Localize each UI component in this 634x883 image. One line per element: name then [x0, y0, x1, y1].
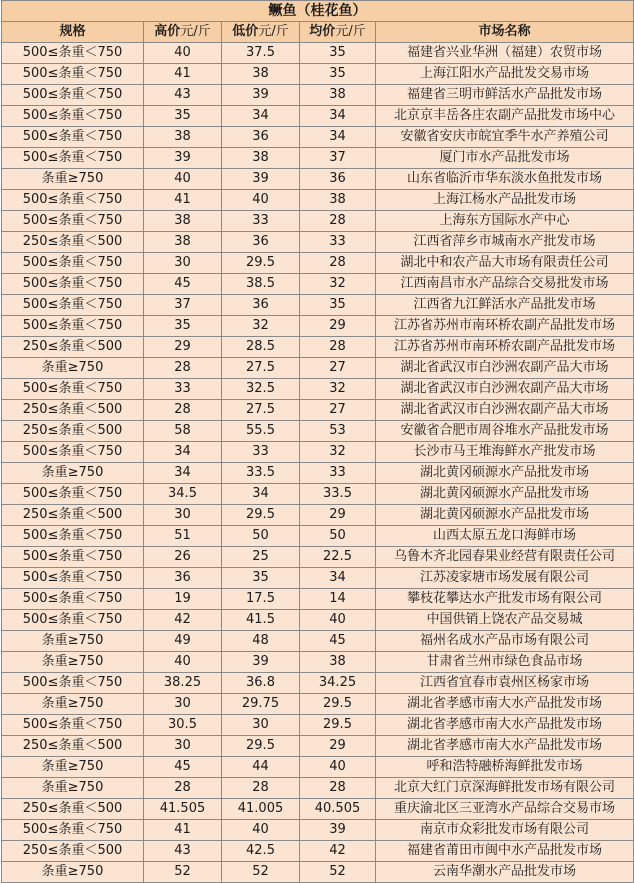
- cell-avg-price: 50: [300, 526, 376, 547]
- cell-low-price: 36: [222, 232, 300, 253]
- cell-low-price: 39: [222, 85, 300, 106]
- cell-market: 江苏凌家塘市场发展有限公司: [376, 568, 634, 589]
- cell-high-price: 38: [144, 127, 222, 148]
- header-avg-unit: 元/斤: [335, 24, 366, 39]
- cell-high-price: 41: [144, 820, 222, 841]
- cell-high-price: 41: [144, 64, 222, 85]
- table-row: [2, 715, 634, 736]
- table-row: [2, 673, 634, 694]
- cell-low-price: 40: [222, 820, 300, 841]
- cell-market: 北京大红门京深海鲜批发市场有限公司: [376, 778, 634, 799]
- cell-market: 山西太原五龙口海鲜市场: [376, 526, 634, 547]
- cell-low-price: 28: [222, 778, 300, 799]
- table-row: [2, 169, 634, 190]
- cell-low-price: 41.005: [222, 799, 300, 820]
- cell-avg-price: 34.25: [300, 673, 376, 694]
- cell-high-price: 38: [144, 211, 222, 232]
- cell-market: 中国供销上饶农产品交易城: [376, 610, 634, 631]
- cell-low-price: 38: [222, 148, 300, 169]
- table-row: [2, 799, 634, 820]
- cell-avg-price: 39: [300, 820, 376, 841]
- cell-high-price: 34: [144, 442, 222, 463]
- cell-avg-price: 27: [300, 400, 376, 421]
- cell-market: 呼和浩特融桥海鲜批发市场: [376, 757, 634, 778]
- table-row: [2, 568, 634, 589]
- table-row: [2, 841, 634, 862]
- cell-high-price: 43: [144, 841, 222, 862]
- table-row: [2, 127, 634, 148]
- cell-avg-price: 35: [300, 295, 376, 316]
- cell-market: 江西南昌市水产品综合交易批发市场: [376, 274, 634, 295]
- cell-market: 江西省九江鲜活水产品批发市场: [376, 295, 634, 316]
- table-row: [2, 232, 634, 253]
- cell-market: 乌鲁木齐北园春果业经营有限责任公司: [376, 547, 634, 568]
- cell-low-price: 37.5: [222, 43, 300, 64]
- header-low-unit: 元/斤: [258, 24, 289, 39]
- header-spec: 规格: [2, 22, 144, 43]
- cell-low-price: 25: [222, 547, 300, 568]
- table-body: [2, 43, 634, 883]
- header-low-price: [222, 22, 300, 43]
- table-row: [2, 316, 634, 337]
- table-row: [2, 862, 634, 883]
- cell-high-price: 34: [144, 463, 222, 484]
- cell-low-price: 50: [222, 526, 300, 547]
- cell-low-price: 30: [222, 715, 300, 736]
- table-row: [2, 337, 634, 358]
- cell-low-price: 38.5: [222, 274, 300, 295]
- cell-spec: 500≤条重＜750: [2, 379, 144, 400]
- cell-high-price: 34.5: [144, 484, 222, 505]
- cell-market: 湖北黄冈硕源水产品批发市场: [376, 463, 634, 484]
- cell-high-price: 58: [144, 421, 222, 442]
- cell-high-price: 45: [144, 757, 222, 778]
- cell-high-price: 45: [144, 274, 222, 295]
- cell-high-price: 28: [144, 400, 222, 421]
- cell-spec: 500≤条重＜750: [2, 253, 144, 274]
- cell-low-price: 36.8: [222, 673, 300, 694]
- cell-avg-price: 29: [300, 316, 376, 337]
- cell-low-price: 41.5: [222, 610, 300, 631]
- table-row: [2, 652, 634, 673]
- header-low-label: 低价: [232, 24, 259, 39]
- cell-avg-price: 28: [300, 778, 376, 799]
- cell-market: 安徽省安庆市皖宜季牛水产养殖公司: [376, 127, 634, 148]
- table-row: [2, 694, 634, 715]
- cell-high-price: 29: [144, 337, 222, 358]
- cell-low-price: 17.5: [222, 589, 300, 610]
- cell-market: 湖北省武汉市白沙洲农副产品大市场: [376, 400, 634, 421]
- table-row: [2, 547, 634, 568]
- cell-low-price: 32: [222, 316, 300, 337]
- cell-high-price: 38: [144, 232, 222, 253]
- table-row: [2, 295, 634, 316]
- cell-market: 厦门市水产品批发市场: [376, 148, 634, 169]
- table-row: [2, 274, 634, 295]
- cell-low-price: 42.5: [222, 841, 300, 862]
- cell-low-price: 36: [222, 295, 300, 316]
- cell-spec: 条重≥750: [2, 694, 144, 715]
- table-row: [2, 484, 634, 505]
- header-avg-label: 均价: [309, 24, 336, 39]
- cell-high-price: 33: [144, 379, 222, 400]
- cell-high-price: 30: [144, 736, 222, 757]
- cell-market: 南京市众彩批发市场有限公司: [376, 820, 634, 841]
- cell-spec: 250≤条重＜500: [2, 421, 144, 442]
- cell-spec: 条重≥750: [2, 169, 144, 190]
- cell-spec: 250≤条重＜500: [2, 400, 144, 421]
- table-title: 鳜鱼（桂花鱼）: [2, 1, 634, 22]
- cell-high-price: 43: [144, 85, 222, 106]
- header-high-price: [144, 22, 222, 43]
- cell-avg-price: 36: [300, 169, 376, 190]
- cell-high-price: 26: [144, 547, 222, 568]
- cell-low-price: 40: [222, 190, 300, 211]
- table-row: [2, 505, 634, 526]
- cell-spec: 500≤条重＜750: [2, 64, 144, 85]
- cell-avg-price: 40: [300, 757, 376, 778]
- cell-spec: 500≤条重＜750: [2, 715, 144, 736]
- cell-avg-price: 35: [300, 43, 376, 64]
- cell-avg-price: 29.5: [300, 715, 376, 736]
- cell-high-price: 41.505: [144, 799, 222, 820]
- cell-high-price: 40: [144, 652, 222, 673]
- cell-spec: 500≤条重＜750: [2, 442, 144, 463]
- table-row: [2, 64, 634, 85]
- cell-spec: 250≤条重＜500: [2, 232, 144, 253]
- cell-spec: 条重≥750: [2, 778, 144, 799]
- cell-avg-price: 33: [300, 463, 376, 484]
- cell-low-price: 55.5: [222, 421, 300, 442]
- table-row: [2, 589, 634, 610]
- cell-low-price: 29.5: [222, 253, 300, 274]
- cell-high-price: 30: [144, 505, 222, 526]
- cell-spec: 500≤条重＜750: [2, 190, 144, 211]
- cell-high-price: 35: [144, 106, 222, 127]
- cell-avg-price: 52: [300, 862, 376, 883]
- title-row: [2, 1, 634, 22]
- table-row: [2, 631, 634, 652]
- cell-spec: 500≤条重＜750: [2, 127, 144, 148]
- cell-avg-price: 35: [300, 64, 376, 85]
- cell-spec: 500≤条重＜750: [2, 526, 144, 547]
- cell-high-price: 40: [144, 169, 222, 190]
- cell-high-price: 37: [144, 295, 222, 316]
- table-row: [2, 778, 634, 799]
- cell-market: 江苏省苏州市南环桥农副产品批发市场: [376, 316, 634, 337]
- cell-market: 江西省宜春市袁州区杨家市场: [376, 673, 634, 694]
- header-avg-price: [300, 22, 376, 43]
- cell-low-price: 27.5: [222, 400, 300, 421]
- cell-spec: 250≤条重＜500: [2, 505, 144, 526]
- table-row: [2, 526, 634, 547]
- cell-market: 安徽省合肥市周谷堆水产品批发市场: [376, 421, 634, 442]
- cell-spec: 250≤条重＜500: [2, 841, 144, 862]
- cell-low-price: 29.75: [222, 694, 300, 715]
- cell-spec: 500≤条重＜750: [2, 211, 144, 232]
- cell-low-price: 48: [222, 631, 300, 652]
- cell-high-price: 51: [144, 526, 222, 547]
- cell-high-price: 19: [144, 589, 222, 610]
- table-row: [2, 421, 634, 442]
- cell-spec: 500≤条重＜750: [2, 295, 144, 316]
- cell-market: 重庆渝北区三亚湾水产品综合交易市场: [376, 799, 634, 820]
- cell-market: 湖北省武汉市白沙洲农副产品大市场: [376, 358, 634, 379]
- table-row: [2, 442, 634, 463]
- cell-low-price: 52: [222, 862, 300, 883]
- cell-spec: 500≤条重＜750: [2, 673, 144, 694]
- cell-low-price: 29.5: [222, 736, 300, 757]
- cell-low-price: 38: [222, 64, 300, 85]
- cell-avg-price: 34: [300, 106, 376, 127]
- cell-spec: 条重≥750: [2, 652, 144, 673]
- cell-avg-price: 32: [300, 379, 376, 400]
- cell-spec: 250≤条重＜500: [2, 736, 144, 757]
- cell-market: 福建省三明市鲜活水产品批发市场: [376, 85, 634, 106]
- cell-spec: 500≤条重＜750: [2, 568, 144, 589]
- cell-high-price: 35: [144, 316, 222, 337]
- cell-avg-price: 38: [300, 652, 376, 673]
- cell-avg-price: 29: [300, 736, 376, 757]
- cell-high-price: 49: [144, 631, 222, 652]
- cell-high-price: 28: [144, 778, 222, 799]
- cell-market: 上海东方国际水产中心: [376, 211, 634, 232]
- cell-low-price: 28.5: [222, 337, 300, 358]
- cell-avg-price: 29: [300, 505, 376, 526]
- table-row: [2, 211, 634, 232]
- cell-high-price: 52: [144, 862, 222, 883]
- cell-high-price: 42: [144, 610, 222, 631]
- cell-avg-price: 28: [300, 337, 376, 358]
- cell-spec: 500≤条重＜750: [2, 589, 144, 610]
- cell-avg-price: 40.505: [300, 799, 376, 820]
- cell-low-price: 33.5: [222, 463, 300, 484]
- cell-market: 江苏省苏州市南环桥农副产品批发市场: [376, 337, 634, 358]
- cell-low-price: 36: [222, 127, 300, 148]
- cell-avg-price: 32: [300, 442, 376, 463]
- cell-low-price: 33: [222, 442, 300, 463]
- cell-avg-price: 38: [300, 85, 376, 106]
- cell-avg-price: 37: [300, 148, 376, 169]
- table-row: [2, 106, 634, 127]
- cell-market: 上海江杨水产品批发市场: [376, 190, 634, 211]
- cell-avg-price: 27: [300, 358, 376, 379]
- cell-low-price: 34: [222, 484, 300, 505]
- cell-high-price: 30: [144, 253, 222, 274]
- table-row: [2, 85, 634, 106]
- cell-market: 上海江阳水产品批发交易市场: [376, 64, 634, 85]
- table-row: [2, 43, 634, 64]
- table-row: [2, 610, 634, 631]
- cell-market: 云南华潮水产品批发市场: [376, 862, 634, 883]
- cell-market: 山东省临沂市华东淡水鱼批发市场: [376, 169, 634, 190]
- cell-market: 湖北黄冈硕源水产品批发市场: [376, 484, 634, 505]
- cell-avg-price: 53: [300, 421, 376, 442]
- header-row: [2, 22, 634, 43]
- table-row: [2, 757, 634, 778]
- cell-market: 湖北省孝感市南大水产品批发市场: [376, 736, 634, 757]
- cell-spec: 500≤条重＜750: [2, 43, 144, 64]
- cell-avg-price: 40: [300, 610, 376, 631]
- cell-spec: 条重≥750: [2, 862, 144, 883]
- cell-avg-price: 38: [300, 190, 376, 211]
- cell-low-price: 33: [222, 211, 300, 232]
- cell-avg-price: 42: [300, 841, 376, 862]
- cell-low-price: 35: [222, 568, 300, 589]
- table-row: [2, 190, 634, 211]
- cell-spec: 条重≥750: [2, 358, 144, 379]
- cell-market: 湖北黄冈硕源水产品批发市场: [376, 505, 634, 526]
- cell-market: 福建省莆田市闽中水产品批发市场: [376, 841, 634, 862]
- price-table: [1, 0, 634, 883]
- cell-market: 甘肃省兰州市绿色食品市场: [376, 652, 634, 673]
- cell-market: 长沙市马王堆海鲜水产批发市场: [376, 442, 634, 463]
- table-row: [2, 379, 634, 400]
- cell-spec: 500≤条重＜750: [2, 484, 144, 505]
- header-market: 市场名称: [376, 22, 634, 43]
- cell-market: 湖北省孝感市南大水产品批发市场: [376, 715, 634, 736]
- cell-spec: 250≤条重＜500: [2, 799, 144, 820]
- cell-high-price: 40: [144, 43, 222, 64]
- cell-market: 湖北省武汉市白沙洲农副产品大市场: [376, 379, 634, 400]
- cell-low-price: 39: [222, 652, 300, 673]
- table-row: [2, 463, 634, 484]
- cell-market: 北京京丰岳各庄农副产品批发市场中心: [376, 106, 634, 127]
- cell-avg-price: 14: [300, 589, 376, 610]
- cell-spec: 条重≥750: [2, 631, 144, 652]
- cell-market: 湖北省孝感市南大水产品批发市场: [376, 694, 634, 715]
- cell-low-price: 34: [222, 106, 300, 127]
- cell-low-price: 39: [222, 169, 300, 190]
- cell-spec: 500≤条重＜750: [2, 316, 144, 337]
- cell-spec: 条重≥750: [2, 757, 144, 778]
- cell-spec: 250≤条重＜500: [2, 337, 144, 358]
- cell-market: 攀枝花攀达水产批发市场有限公司: [376, 589, 634, 610]
- cell-spec: 500≤条重＜750: [2, 547, 144, 568]
- cell-market: 江西省萍乡市城南水产批发市场: [376, 232, 634, 253]
- cell-avg-price: 28: [300, 253, 376, 274]
- table-row: [2, 820, 634, 841]
- cell-market: 湖北中和农产品大市场有限责任公司: [376, 253, 634, 274]
- cell-spec: 条重≥750: [2, 463, 144, 484]
- cell-avg-price: 28: [300, 211, 376, 232]
- cell-low-price: 29.5: [222, 505, 300, 526]
- cell-spec: 500≤条重＜750: [2, 85, 144, 106]
- cell-avg-price: 32: [300, 274, 376, 295]
- table-row: [2, 253, 634, 274]
- cell-avg-price: 34: [300, 568, 376, 589]
- table-row: [2, 400, 634, 421]
- cell-avg-price: 33: [300, 232, 376, 253]
- header-high-label: 高价: [154, 24, 181, 39]
- cell-high-price: 41: [144, 190, 222, 211]
- cell-avg-price: 45: [300, 631, 376, 652]
- cell-spec: 500≤条重＜750: [2, 610, 144, 631]
- cell-spec: 500≤条重＜750: [2, 274, 144, 295]
- cell-low-price: 27.5: [222, 358, 300, 379]
- table-row: [2, 148, 634, 169]
- cell-spec: 500≤条重＜750: [2, 820, 144, 841]
- cell-market: 福建省兴业华洲（福建）农贸市场: [376, 43, 634, 64]
- table-row: [2, 736, 634, 757]
- cell-low-price: 32.5: [222, 379, 300, 400]
- cell-high-price: 36: [144, 568, 222, 589]
- cell-high-price: 30.5: [144, 715, 222, 736]
- cell-high-price: 28: [144, 358, 222, 379]
- cell-high-price: 39: [144, 148, 222, 169]
- cell-avg-price: 34: [300, 127, 376, 148]
- cell-high-price: 30: [144, 694, 222, 715]
- header-high-unit: 元/斤: [180, 24, 211, 39]
- cell-spec: 500≤条重＜750: [2, 148, 144, 169]
- table-row: [2, 358, 634, 379]
- cell-spec: 500≤条重＜750: [2, 106, 144, 127]
- cell-market: 福州名成水产品市场有限公司: [376, 631, 634, 652]
- cell-avg-price: 29.5: [300, 694, 376, 715]
- cell-low-price: 44: [222, 757, 300, 778]
- cell-avg-price: 22.5: [300, 547, 376, 568]
- cell-avg-price: 33.5: [300, 484, 376, 505]
- cell-high-price: 38.25: [144, 673, 222, 694]
